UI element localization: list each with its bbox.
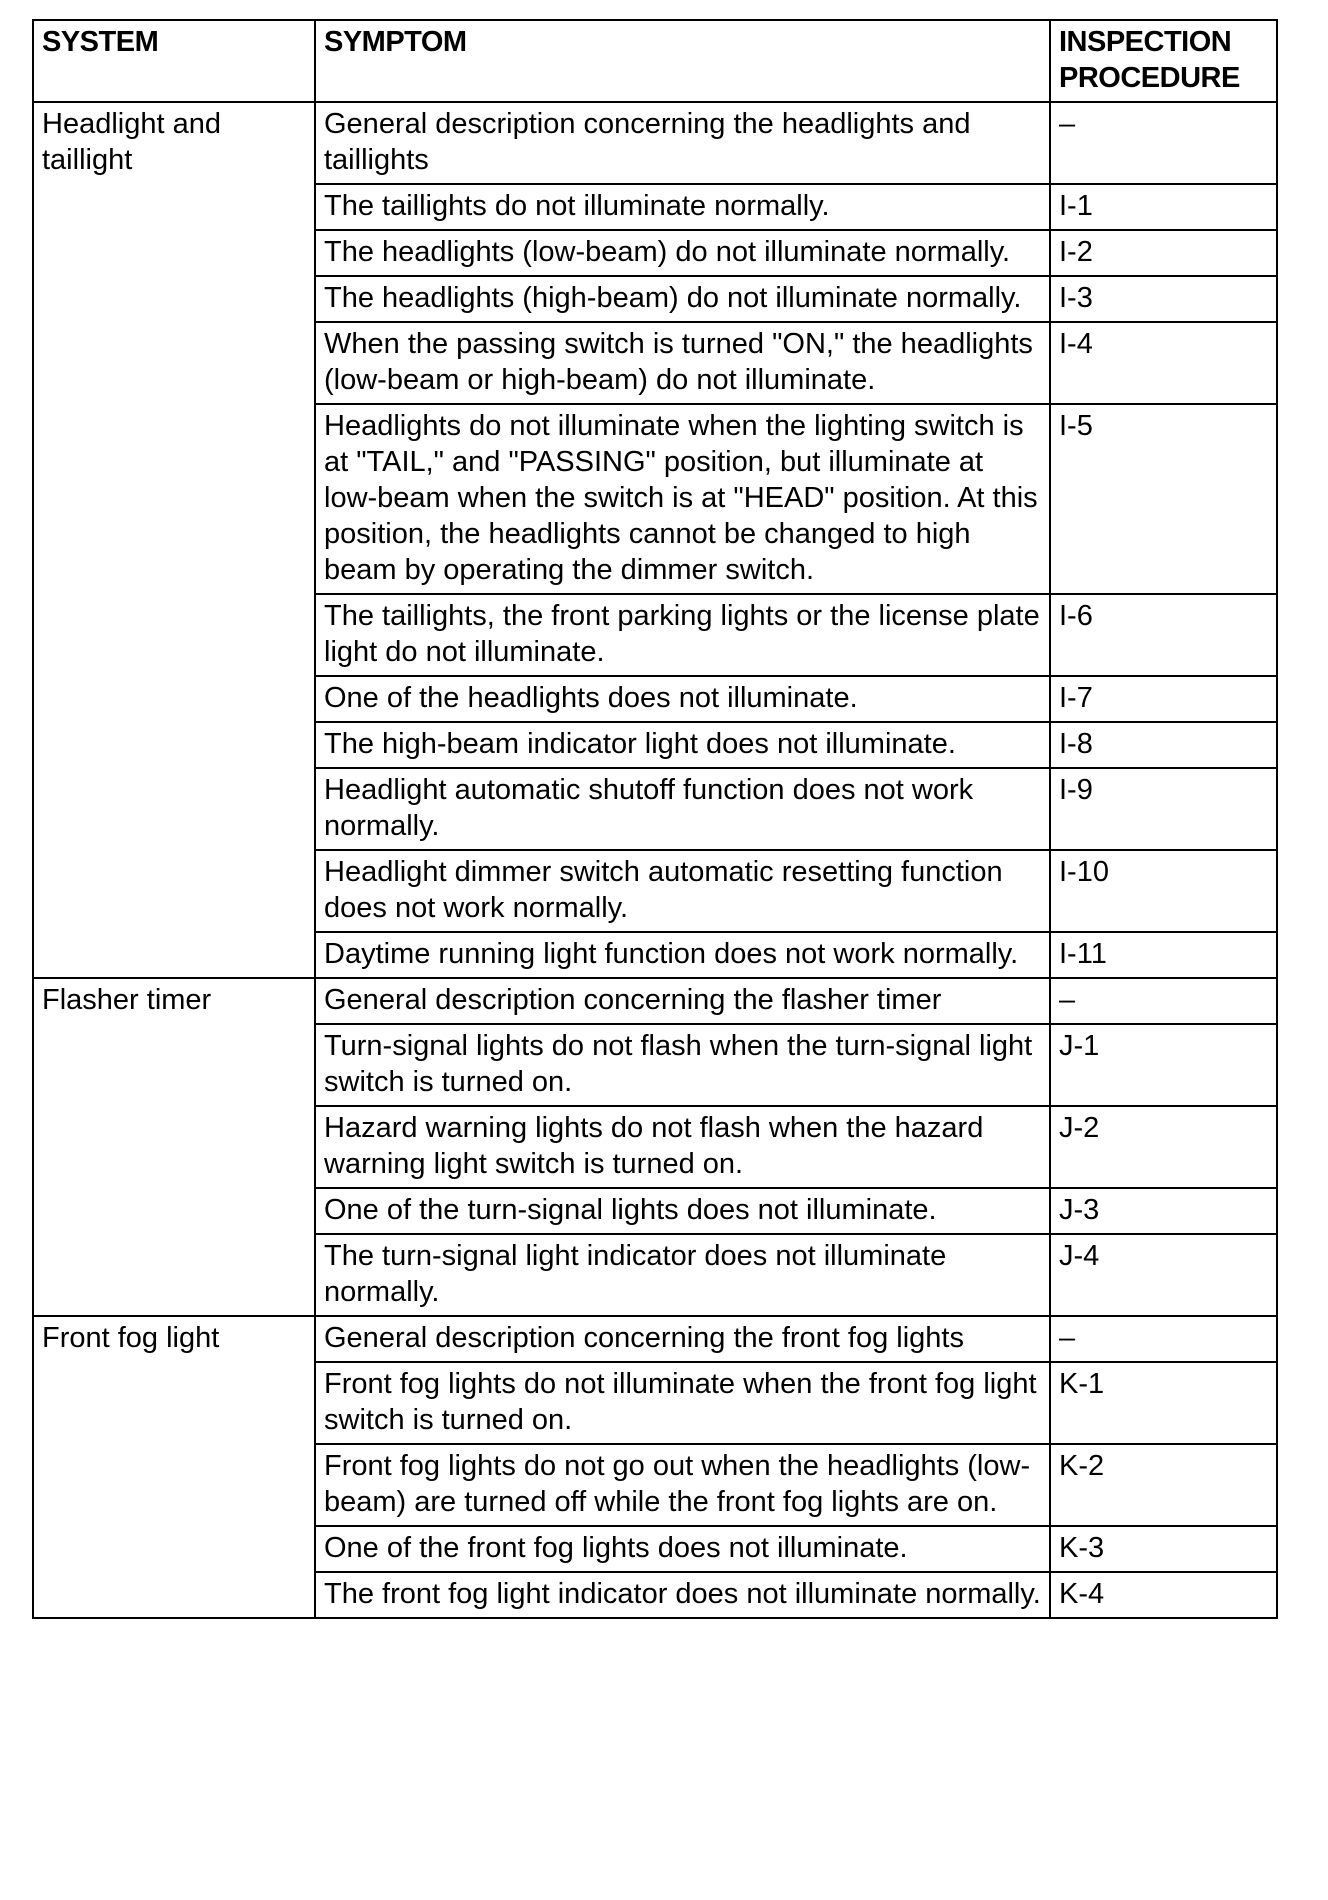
inspection-procedure-cell: K-1 [1050, 1362, 1277, 1444]
header-system: SYSTEM [33, 20, 315, 102]
symptom-cell: The turn-signal light indicator does not illuminate normally. [315, 1234, 1050, 1316]
table-body [33, 102, 1277, 1618]
inspection-procedure-cell: I-3 [1050, 276, 1277, 322]
symptom-cell: Front fog lights do not illuminate when the front fog light switch is turned on. [315, 1362, 1050, 1444]
inspection-procedure-cell: J-4 [1050, 1234, 1277, 1316]
inspection-procedure-cell: I-4 [1050, 322, 1277, 404]
inspection-procedure-cell: K-2 [1050, 1444, 1277, 1526]
symptom-cell: Turn-signal lights do not flash when the turn-signal light switch is turned on. [315, 1024, 1050, 1106]
inspection-procedure-cell: K-3 [1050, 1526, 1277, 1572]
symptom-cell: The front fog light indicator does not illuminate normally. [315, 1572, 1050, 1618]
inspection-procedure-cell: I-1 [1050, 184, 1277, 230]
inspection-procedure-cell: I-5 [1050, 404, 1277, 594]
symptom-cell: Headlight dimmer switch automatic resetting function does not work normally. [315, 850, 1050, 932]
inspection-procedure-cell: I-8 [1050, 722, 1277, 768]
inspection-procedure-cell: I-10 [1050, 850, 1277, 932]
inspection-procedure-cell: J-3 [1050, 1188, 1277, 1234]
table-row [33, 1316, 1277, 1362]
inspection-procedure-cell: I-11 [1050, 932, 1277, 978]
symptom-cell: One of the headlights does not illuminate. [315, 676, 1050, 722]
header-symptom: SYMPTOM [315, 20, 1050, 102]
system-cell: Front fog light [33, 1316, 315, 1618]
symptom-cell: General description concerning the front fog lights [315, 1316, 1050, 1362]
inspection-procedure-cell: – [1050, 1316, 1277, 1362]
table-row [33, 102, 1277, 184]
symptom-cell: The taillights do not illuminate normally. [315, 184, 1050, 230]
symptom-cell: The headlights (low-beam) do not illuminate normally. [315, 230, 1050, 276]
symptom-cell: The high-beam indicator light does not illuminate. [315, 722, 1050, 768]
symptom-cell: Daytime running light function does not work normally. [315, 932, 1050, 978]
inspection-procedure-cell: J-1 [1050, 1024, 1277, 1106]
symptom-cell: Headlights do not illuminate when the lighting switch is at "TAIL," and "PASSING" position, but illuminate at low-beam when the switch is at "HEAD" position. At this position, the headlights cannot be changed to high beam by operating the dimmer switch. [315, 404, 1050, 594]
symptom-cell: One of the turn-signal lights does not illuminate. [315, 1188, 1050, 1234]
inspection-procedure-cell: I-2 [1050, 230, 1277, 276]
symptom-cell: Hazard warning lights do not flash when the hazard warning light switch is turned on. [315, 1106, 1050, 1188]
symptom-cell: General description concerning the flasher timer [315, 978, 1050, 1024]
table-row [33, 978, 1277, 1024]
inspection-procedure-cell: I-6 [1050, 594, 1277, 676]
symptom-cell: General description concerning the headlights and taillights [315, 102, 1050, 184]
troubleshooting-table [32, 19, 1278, 1619]
inspection-procedure-cell: I-9 [1050, 768, 1277, 850]
symptom-cell: The headlights (high-beam) do not illuminate normally. [315, 276, 1050, 322]
symptom-cell: When the passing switch is turned "ON," the headlights (low-beam or high-beam) do not illuminate. [315, 322, 1050, 404]
symptom-cell: The taillights, the front parking lights or the license plate light do not illuminate. [315, 594, 1050, 676]
symptom-cell: One of the front fog lights does not illuminate. [315, 1526, 1050, 1572]
symptom-cell: Front fog lights do not go out when the headlights (low-beam) are turned off while the front fog lights are on. [315, 1444, 1050, 1526]
inspection-procedure-cell: – [1050, 102, 1277, 184]
system-cell: Flasher timer [33, 978, 315, 1316]
inspection-procedure-cell: I-7 [1050, 676, 1277, 722]
table-header-row [33, 20, 1277, 102]
system-cell: Headlight and taillight [33, 102, 315, 978]
inspection-procedure-cell: – [1050, 978, 1277, 1024]
symptom-cell: Headlight automatic shutoff function does not work normally. [315, 768, 1050, 850]
inspection-procedure-cell: K-4 [1050, 1572, 1277, 1618]
header-inspection-procedure: INSPECTION PROCEDURE [1050, 20, 1277, 102]
inspection-procedure-cell: J-2 [1050, 1106, 1277, 1188]
